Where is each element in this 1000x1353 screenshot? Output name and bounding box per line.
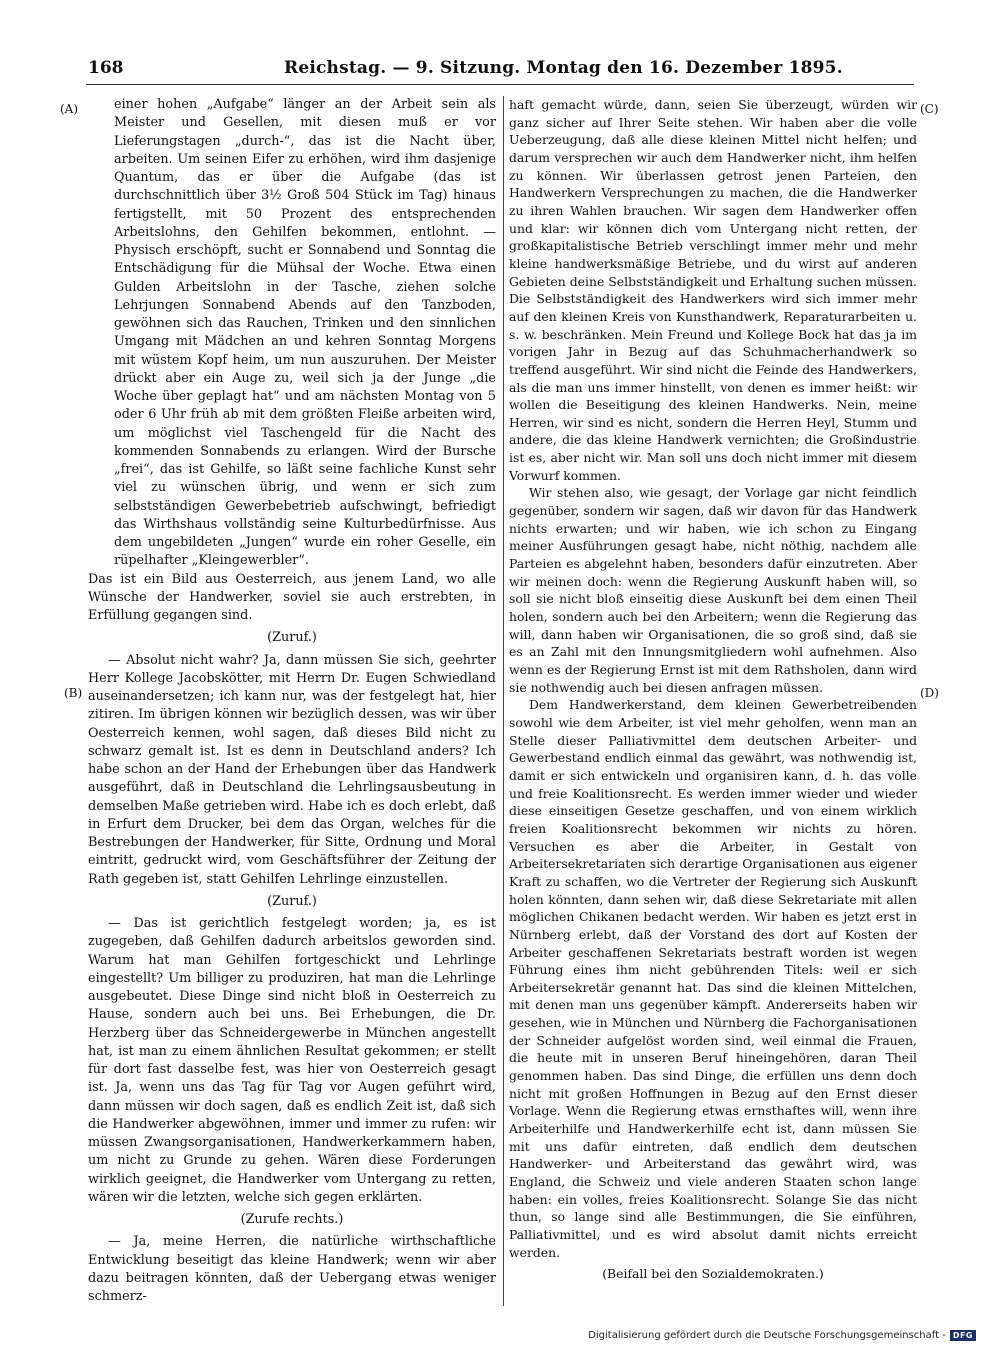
- applause-note: (Beifall bei den Sozialdemokraten.): [602, 1266, 824, 1282]
- page-header: [88, 58, 912, 82]
- body-paragraph: — Ja, meine Herren, die natürliche wirthschaftliche Entwicklung beseitigt das kleine Handwerk; wenn wir aber dazu beitragen könnten, daß der Uebergang etwas weniger schmerz-: [88, 1234, 496, 1304]
- running-title: Reichstag. — 9. Sitzung. Montag den 16. Dezember 1895.: [284, 58, 843, 78]
- margin-marker-d: (D): [920, 686, 939, 700]
- quote-paragraph: einer hohen „Aufgabe“ länger an der Arbeit sein als Meister und Gesellen, mit diesen muß er vor Lieferungstagen „durch-“, das ist die Nacht über, arbeiten. Um seinen Eifer zu erhöhen, wird ihm dasjenige Quantum, das er über die Aufgabe (das ist durchschnittlich über 3½ Groß 504 Stück im Tag) hinaus fertigstellt, mit 50 Prozent des entsprechenden Arbeitslohns, den Gehilfen bekommen, entlohnt. — Physisch erschöpft, sucht er Sonnabend und Sonntag die Entschädigung für die Mühsal der Woche. Etwa einen Gulden Arbeitslohn in der Tasche, ziehen solche Lehrjungen Sonnabend Abends auf den Tanzboden, gewöhnen sich das Rauchen, Trinken und den sinnlichen Umgang mit Mädchen an und kehren Sonntag Morgens mit wüstem Kopf heim, um nun auszuruhen. Der Meister drückt aber ein Auge zu, weil sich ja der Junge „die Woche über geplagt hat“ und am nächsten Montag von 5 oder 6 Uhr früh ab mit dem größten Fleiße arbeiten wird, um möglichst viel Taschengeld für die Nacht des kommenden Sonnabends zu erlangen. Wird der Bursche „frei“, das ist Gehilfe, so läßt seine fachliche Kunst sehr viel zu wünschen übrig, und wenn er sich zum selbstständigen Gewerbebetrieb aufschwingt, befriedigt das Wirthshaus vollständig seine Kulturbedürfnisse. Aus dem ungebildeten „Jungen“ wurde ein roher Geselle, ein rüpelhafter „Kleingewerbler“.: [114, 97, 496, 569]
- column-divider: [503, 96, 504, 1306]
- margin-marker-a: (A): [60, 102, 79, 116]
- body-paragraph: — Absolut nicht wahr? Ja, dann müssen Sie sich, geehrter Herr Kollege Jacobskötter, mit Herrn Dr. Eugen Schwiedland auseinandersetzen; ich kann nur, was der festgelegt hat, hier zitiren. Im übrigen können wir bezüglich dessen, was wir über Oesterreich kennen, wohl sagen, daß dieses Bild nicht zu schwarz gemalt ist. Ist es denn in Deutschland anders? Ich habe schon an der Hand der Erhebungen über das Handwerk ausgeführt, daß in Deutschland die Lehrlingsausbeutung in demselben Maße getrieben wird. Habe ich es doch erlebt, daß in Erfurt dem Drucker, bei dem das Organ, welches für die Bestrebungen der Handwerker, für Sitte, Ordnung und Moral eintritt, gedruckt wird, vom Geschäftsführer der Zeitung der Rath gegeben ist, statt Gehilfen Lehrlinge einzustellen.: [88, 652, 496, 887]
- body-paragraph: Wir stehen also, wie gesagt, der Vorlage gar nicht feindlich gegenüber, sondern wir sagen, daß wir davon für das Handwerk nichts erwarten; und wir haben, wie ich schon zu Eingang meiner Ausführungen gesagt habe, nicht nöthig, nachdem alle Parteien es abgelehnt haben, besonders dafür einzutreten. Aber wir meinen doch: wenn die Regierung Auskunft haben will, so soll sie nicht bloß einseitig diese Auskunft bei dem einen Theil holen, sondern auch bei den Arbeitern; wenn die Regierung das will, dann haben wir Organisationen, die so groß sind, daß sie es an Zahl mit den Innungsmitgliedern wohl aufnehmen. Also wenn es der Regierung Ernst ist mit dem Rathsholen, dann wird sie nothwendig auch bei diesen anfragen müssen.: [509, 485, 917, 695]
- interjection: (Zuruf.): [267, 630, 317, 646]
- body-paragraph: haft gemacht würde, dann, seien Sie überzeugt, würden wir ganz sicher auf Ihrer Seite stehen. Wir haben aber die volle Ueberzeugung, daß alle diese kleinen Mittel nicht helfen; und darum versprechen wir auch dem Handwerker nicht, ihm helfen zu können. Wir überlassen getrost jenen Parteien, den Handwerkern Versprechungen zu machen, die die Handwerker zu ihren Wahlen brauchen. Wir sagen dem Handwerker offen und klar: wir können dich vom Untergang nicht retten, der großkapitalistische Betrieb verschlingt immer mehr und mehr kleine handwerksmäßige Betriebe, und du wirst auf anderen Gebieten deine Selbstständigkeit und Erhaltung suchen müssen. Die Selbstständigkeit des Handwerkers wird sich immer mehr auf den kleinen Kreis von Kunsthandwerk, Reparaturarbeiten u. s. w. beschränken. Mein Freund und Kollege Bock hat das ja im vorigen Jahr in Bezug auf das Schuhmacherhandwerk so treffend ausgeführt. Wir sind nicht die Feinde des Handwerkers, als die man uns immer hinstellt, von denen es immer heißt: wir wollen die Beseitigung des kleinen Handwerks. Nein, meine Herren, wir sind es nicht, sondern die Herren Heyl, Stumm und andere, die das kleine Handwerk vernichten; die Großindustrie ist es, aber nicht wir. Man soll uns doch nicht immer mit diesem Vorwurf kommen.: [509, 97, 917, 483]
- credit-text: Digitalisierung gefördert durch die Deutsche Forschungsgemeinschaft -: [588, 1330, 946, 1341]
- digitization-credit: [588, 1330, 976, 1341]
- body-paragraph: Das ist ein Bild aus Oesterreich, aus jenem Land, wo alle Wünsche der Handwerker, soviel sie auch erstrebten, in Erfüllung gegangen sind.: [88, 571, 496, 623]
- dfg-logo: DFG: [950, 1330, 976, 1341]
- page-number: 168: [88, 58, 124, 78]
- margin-marker-b: (B): [64, 686, 83, 700]
- body-paragraph: Dem Handwerkerstand, dem kleinen Gewerbetreibenden sowohl wie dem Arbeiter, ist viel mehr geholfen, wenn man an Stelle dieser Palliativmittel dem deutschen Arbeiter- und Gewerbestand endlich einmal das gewährt, was nothwendig ist, damit er sich entwickeln und organisiren kann, d. h. das volle und freie Koalitionsrecht. Es werden immer wieder und wieder diese einseitigen Gesetze geschaffen, und von einem wirklich freien Koalitionsrecht bekommen wir nichts zu hören. Versuchen es aber die Arbeiter, in Gestalt von Arbeitersekretariaten sich derartige Organisationen aus eigener Kraft zu schaffen, wo die Vertreter der Regierung sich Auskunft holen könnten, dann sehen wir, daß diese Sekretariate mit allen möglichen Chikanen bedacht werden. Wir haben es jetzt erst in Nürnberg erlebt, daß der Vorstand des dort auf Kosten der Arbeiter geschaffenen Sekretariats bestraft worden ist wegen Führung eines ihm nicht gebührenden Titels: weil er sich Arbeitersekretär genannt hat. Das sind die kleinen Mittelchen, mit denen man uns gegenüber kämpft. Andererseits haben wir gesehen, wie in München und Nürnberg die Fachorganisationen der Schneider aufgelöst worden sind, weil einmal die Frauen, die heute mit in unseren Beruf hineingehören, daran Theil genommen haben. Das sind Dinge, die erfüllen uns denn doch nicht mit großen Hoffnungen in Bezug auf den Ernst dieser Vorlage. Wenn die Regierung etwas ernsthaftes will, wenn ihre Arbeiterhilfe und Handwerkerhilfe echt ist, dann müssen Sie mit uns dafür eintreten, daß endlich dem deutschen Handwerker- und Arbeiterstand das gewährt wird, was England, die Schweiz und viele anderen Staaten schon lange haben: ein volles, freies Koalitionsrecht. Solange Sie das nicht thun, so lange sind alle Bestimmungen, die Sie einführen, Palliativmittel, und es wird absolut damit nichts erreicht werden.: [509, 697, 917, 1260]
- left-column: [88, 96, 496, 1306]
- interjection: (Zurufe rechts.): [240, 1212, 344, 1227]
- right-column: [509, 96, 917, 1287]
- margin-marker-c: (C): [920, 102, 939, 116]
- body-paragraph: — Das ist gerichtlich festgelegt worden; ja, es ist zugegeben, daß Gehilfen dadurch arbeitslos geworden sind. Warum hat man Gehilfen fortgeschickt und Lehrlinge eingestellt? Um billiger zu produziren, hat man die Lehrlinge ausgebeutet. Diese Dinge sind nicht bloß in Oesterreich zu Hause, sondern auch bei uns. Bei Erhebungen, die Dr. Herzberg über das Schneidergewerbe in München angestellt hat, ist man zu einem ähnlichen Resultat gekommen; er stellt für dort fast dasselbe fest, was hier von Oesterreich gesagt ist. Ja, wenn uns das Tag für Tag vor Augen geführt wird, dann müssen wir doch sagen, daß es endlich Zeit ist, daß sich die Handwerker abgewöhnen, immer und immer zu rufen: wir müssen Zwangsorganisationen, Handwerkerkammern haben, um nicht zu Grunde zu gehen. Wären diese Forderungen wirklich geeignet, die Handwerker vom Untergang zu retten, wären wir die letzten, welche sich gegen erklärten.: [88, 916, 496, 1205]
- header-rule: [86, 84, 914, 85]
- interjection: (Zuruf.): [267, 893, 317, 909]
